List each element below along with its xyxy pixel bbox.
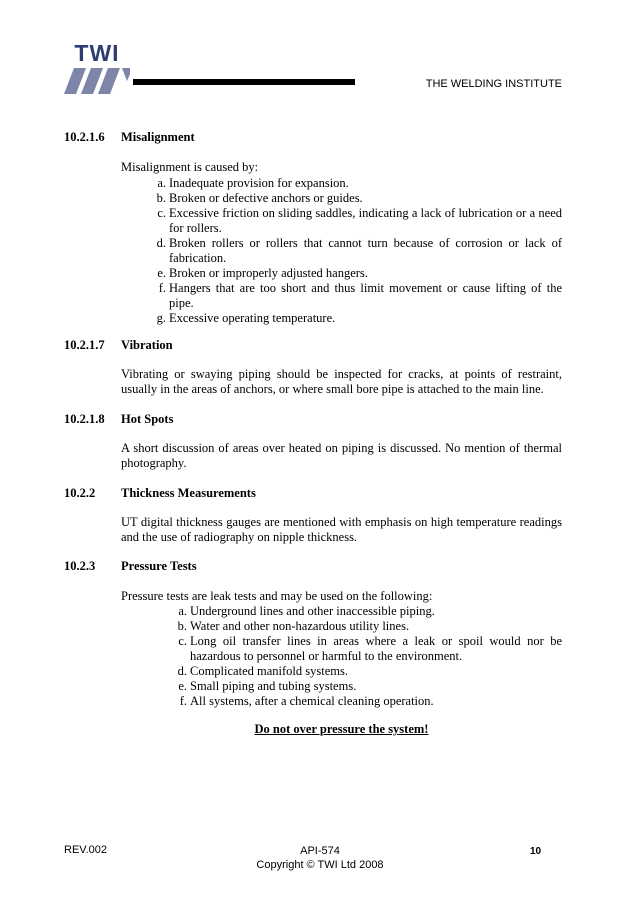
- pressure-warning: Do not over pressure the system!: [254, 722, 429, 736]
- list-item: f. Hangers that are too short and thus limit movement or cause lifting of the pipe.: [158, 281, 562, 310]
- list-item: d. Complicated manifold systems.: [177, 664, 348, 678]
- logo-stripes-icon: [64, 68, 130, 94]
- logo-text: TWI: [74, 40, 120, 66]
- section-title: Misalignment: [121, 130, 195, 144]
- list-item: a. Inadequate provision for expansion.: [157, 176, 349, 190]
- header-rule: [133, 79, 355, 85]
- page-number: 10: [530, 846, 542, 857]
- section-body: A short discussion of areas over heated on piping is discussed. No mention of thermal photography.: [121, 441, 562, 470]
- list-item: g. Excessive operating temperature.: [156, 311, 336, 325]
- section-number: 10.2.2: [64, 486, 96, 500]
- section-intro: Pressure tests are leak tests and may be used on the following:: [121, 589, 433, 603]
- section-body: UT digital thickness gauges are mentioned with emphasis on high temperature readings and the use of radiography on nipple thickness.: [121, 515, 562, 544]
- section-number: 10.2.3: [64, 559, 96, 573]
- section-title: Thickness Measurements: [121, 486, 256, 500]
- list-item: e. Small piping and tubing systems.: [178, 679, 357, 693]
- list-item: a. Underground lines and other inaccessible piping.: [178, 604, 435, 618]
- section-intro: Misalignment is caused by:: [121, 160, 259, 174]
- section-body: Vibrating or swaying piping should be inspected for cracks, at points of restraint, usually in the areas of anchors, or where small bore pipe is attached to the main line.: [121, 367, 562, 396]
- list-item: d. Broken rollers or rollers that cannot turn because of corrosion or lack of fabrication.: [156, 236, 562, 265]
- misalignment-causes-list: [156, 176, 562, 326]
- pressure-test-uses-list: [177, 604, 562, 709]
- footer-revision: REV.002: [64, 844, 108, 856]
- header-institute: THE WELDING INSTITUTE: [425, 78, 562, 90]
- section-title: Pressure Tests: [121, 559, 197, 573]
- list-item: b. Water and other non-hazardous utility lines.: [177, 619, 410, 633]
- section-number: 10.2.1.8: [64, 412, 105, 426]
- footer-copyright: Copyright © TWI Ltd 2008: [256, 859, 384, 871]
- footer-center: [200, 844, 440, 872]
- list-item: c. Excessive friction on sliding saddles, indicating a lack of lubrication or a need for rollers.: [157, 206, 562, 235]
- list-item: b. Broken or defective anchors or guides.: [156, 191, 363, 205]
- section-title: Vibration: [121, 338, 173, 352]
- twi-logo: [64, 42, 130, 94]
- list-item: e. Broken or improperly adjusted hangers.: [157, 266, 368, 280]
- section-number: 10.2.1.6: [64, 130, 105, 144]
- list-item: f. All systems, after a chemical cleaning operation.: [179, 694, 434, 708]
- section-number: 10.2.1.7: [64, 338, 105, 352]
- list-item: c. Long oil transfer lines in areas where a leak or spoil would nor be hazardous to personnel or harmful to the environment.: [178, 634, 562, 663]
- section-title: Hot Spots: [121, 412, 174, 426]
- footer-document-code: API-574: [300, 845, 340, 857]
